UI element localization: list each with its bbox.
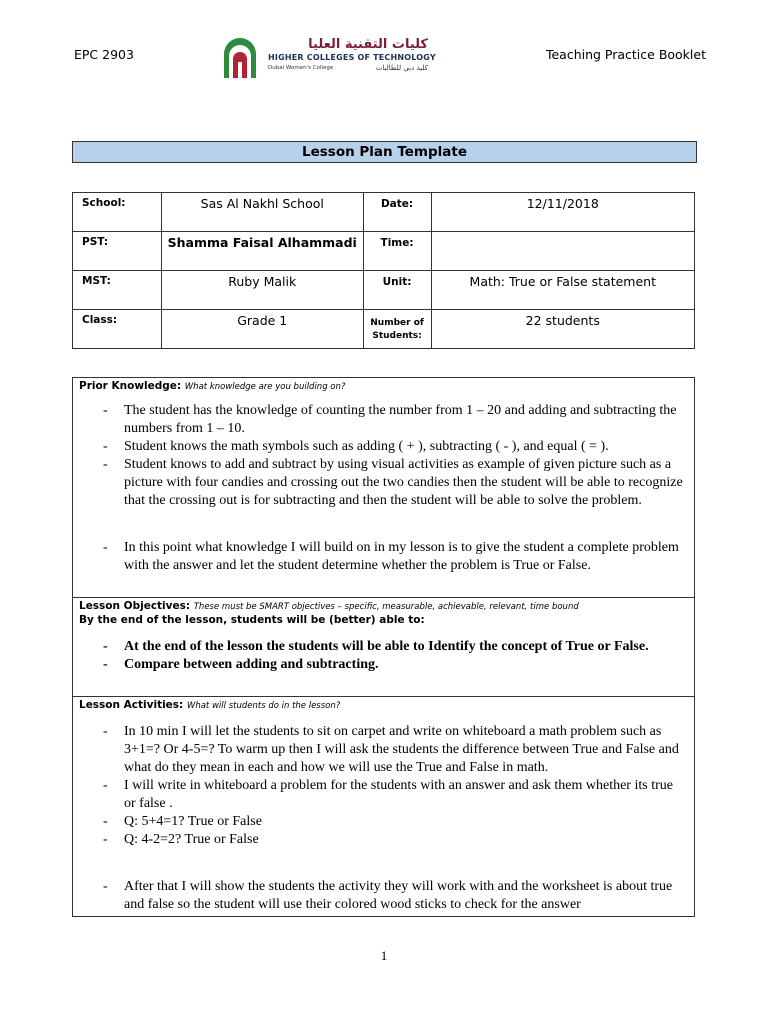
date-value: 12/11/2018 [431, 193, 694, 232]
unit-label: Unit: [363, 271, 431, 310]
lesson-activities-label: Lesson Activities: [79, 699, 184, 711]
page-number: 1 [380, 948, 388, 963]
list-item: - Compare between adding and subtracting. [73, 656, 694, 674]
school-label: School: [73, 193, 162, 232]
lesson-activities-list [73, 723, 694, 914]
list-item: - In this point what knowledge I will build on in my lesson is to give the student a complete problem with the answer and let the student determine whether the problem is True or False. [73, 539, 694, 575]
college-logo [218, 36, 436, 80]
number-of-students-value: 22 students [431, 310, 694, 349]
prior-knowledge-list [73, 402, 694, 575]
lesson-objectives-label: Lesson Objectives: [79, 600, 191, 612]
page-title: Lesson Plan Template [72, 141, 697, 163]
prior-knowledge-hint: What knowledge are you building on? [184, 382, 346, 392]
number-of-students-label-line2: Students: [372, 331, 422, 341]
lesson-activities-hint: What will students do in the lesson? [186, 701, 341, 711]
mst-label: MST: [73, 271, 162, 310]
lesson-objectives-list [73, 638, 694, 674]
mst-value: Ruby Malik [161, 271, 363, 310]
prior-knowledge-label: Prior Knowledge: [79, 380, 182, 392]
list-item: - In 10 min I will let the students to sit on carpet and write on whiteboard a math problem such as 3+1=? Or 4-5=? To warm up then I will ask the students the difference between True and False and what do they mean in each and how we will use the True and False in math. [73, 723, 694, 777]
logo-sub-arabic: كلية دبي للطالبات [375, 64, 428, 72]
table-row [73, 271, 695, 310]
list-item: - At the end of the lesson the students will be able to Identify the concept of True or False. [73, 638, 694, 656]
lesson-info-table [72, 192, 695, 349]
list-item: - After that I will show the students the activity they will work with and the worksheet is about true and false so the student will use their colored wood sticks to check for the answer [73, 878, 694, 914]
prior-knowledge-section [72, 377, 695, 598]
list-item: - I will write in whiteboard a problem for the students with an answer and ask them whether its true or false . [73, 777, 694, 813]
pst-value: Shamma Faisal Alhammadi [161, 232, 363, 271]
date-label: Date: [363, 193, 431, 232]
time-label: Time: [363, 232, 431, 271]
list-item: - Q: 4-2=2? True or False [73, 831, 694, 849]
lesson-activities-heading [73, 697, 694, 711]
lesson-objectives-hint: These must be SMART objectives – specific, measurable, achievable, relevant, time bound [193, 602, 579, 612]
booklet-title: Teaching Practice Booklet [545, 47, 706, 62]
table-row [73, 310, 695, 349]
prior-knowledge-heading [73, 378, 694, 392]
logo-sub-english: Dubai Women's College [268, 65, 334, 71]
list-item: - Student knows the math symbols such as adding ( + ), subtracting ( - ), and equal ( = ). [73, 438, 694, 456]
class-label: Class: [73, 310, 162, 349]
college-emblem-icon [218, 36, 262, 80]
list-item: - The student has the knowledge of counting the number from 1 – 20 and adding and subtracting the numbers from 1 – 10. [73, 402, 694, 438]
number-of-students-label [363, 310, 431, 349]
logo-english-text: HIGHER COLLEGES OF TECHNOLOGY [268, 53, 436, 62]
pst-label: PST: [73, 232, 162, 271]
list-item: - Q: 5+4=1? True or False [73, 813, 694, 831]
table-row [73, 232, 695, 271]
lesson-activities-section [72, 696, 695, 917]
list-item: - Student knows to add and subtract by using visual activities as example of given picture such as a picture with four candies and crossing out the two candies then the student will be able to recognize that the crossing out is for subtracting and then the student will be able to solve the problem. [73, 456, 694, 510]
table-row [73, 193, 695, 232]
course-code: EPC 2903 [74, 47, 134, 62]
lesson-objectives-heading [73, 598, 694, 612]
lesson-objectives-subheading: By the end of the lesson, students will be (better) able to: [79, 614, 425, 626]
unit-value: Math: True or False statement [431, 271, 694, 310]
number-of-students-label-line1: Number of [370, 318, 424, 328]
class-value: Grade 1 [161, 310, 363, 349]
logo-arabic-text: كليات التقنية العليا [308, 37, 428, 52]
time-value [431, 232, 694, 271]
school-value: Sas Al Nakhl School [161, 193, 363, 232]
lesson-objectives-section [72, 597, 695, 697]
